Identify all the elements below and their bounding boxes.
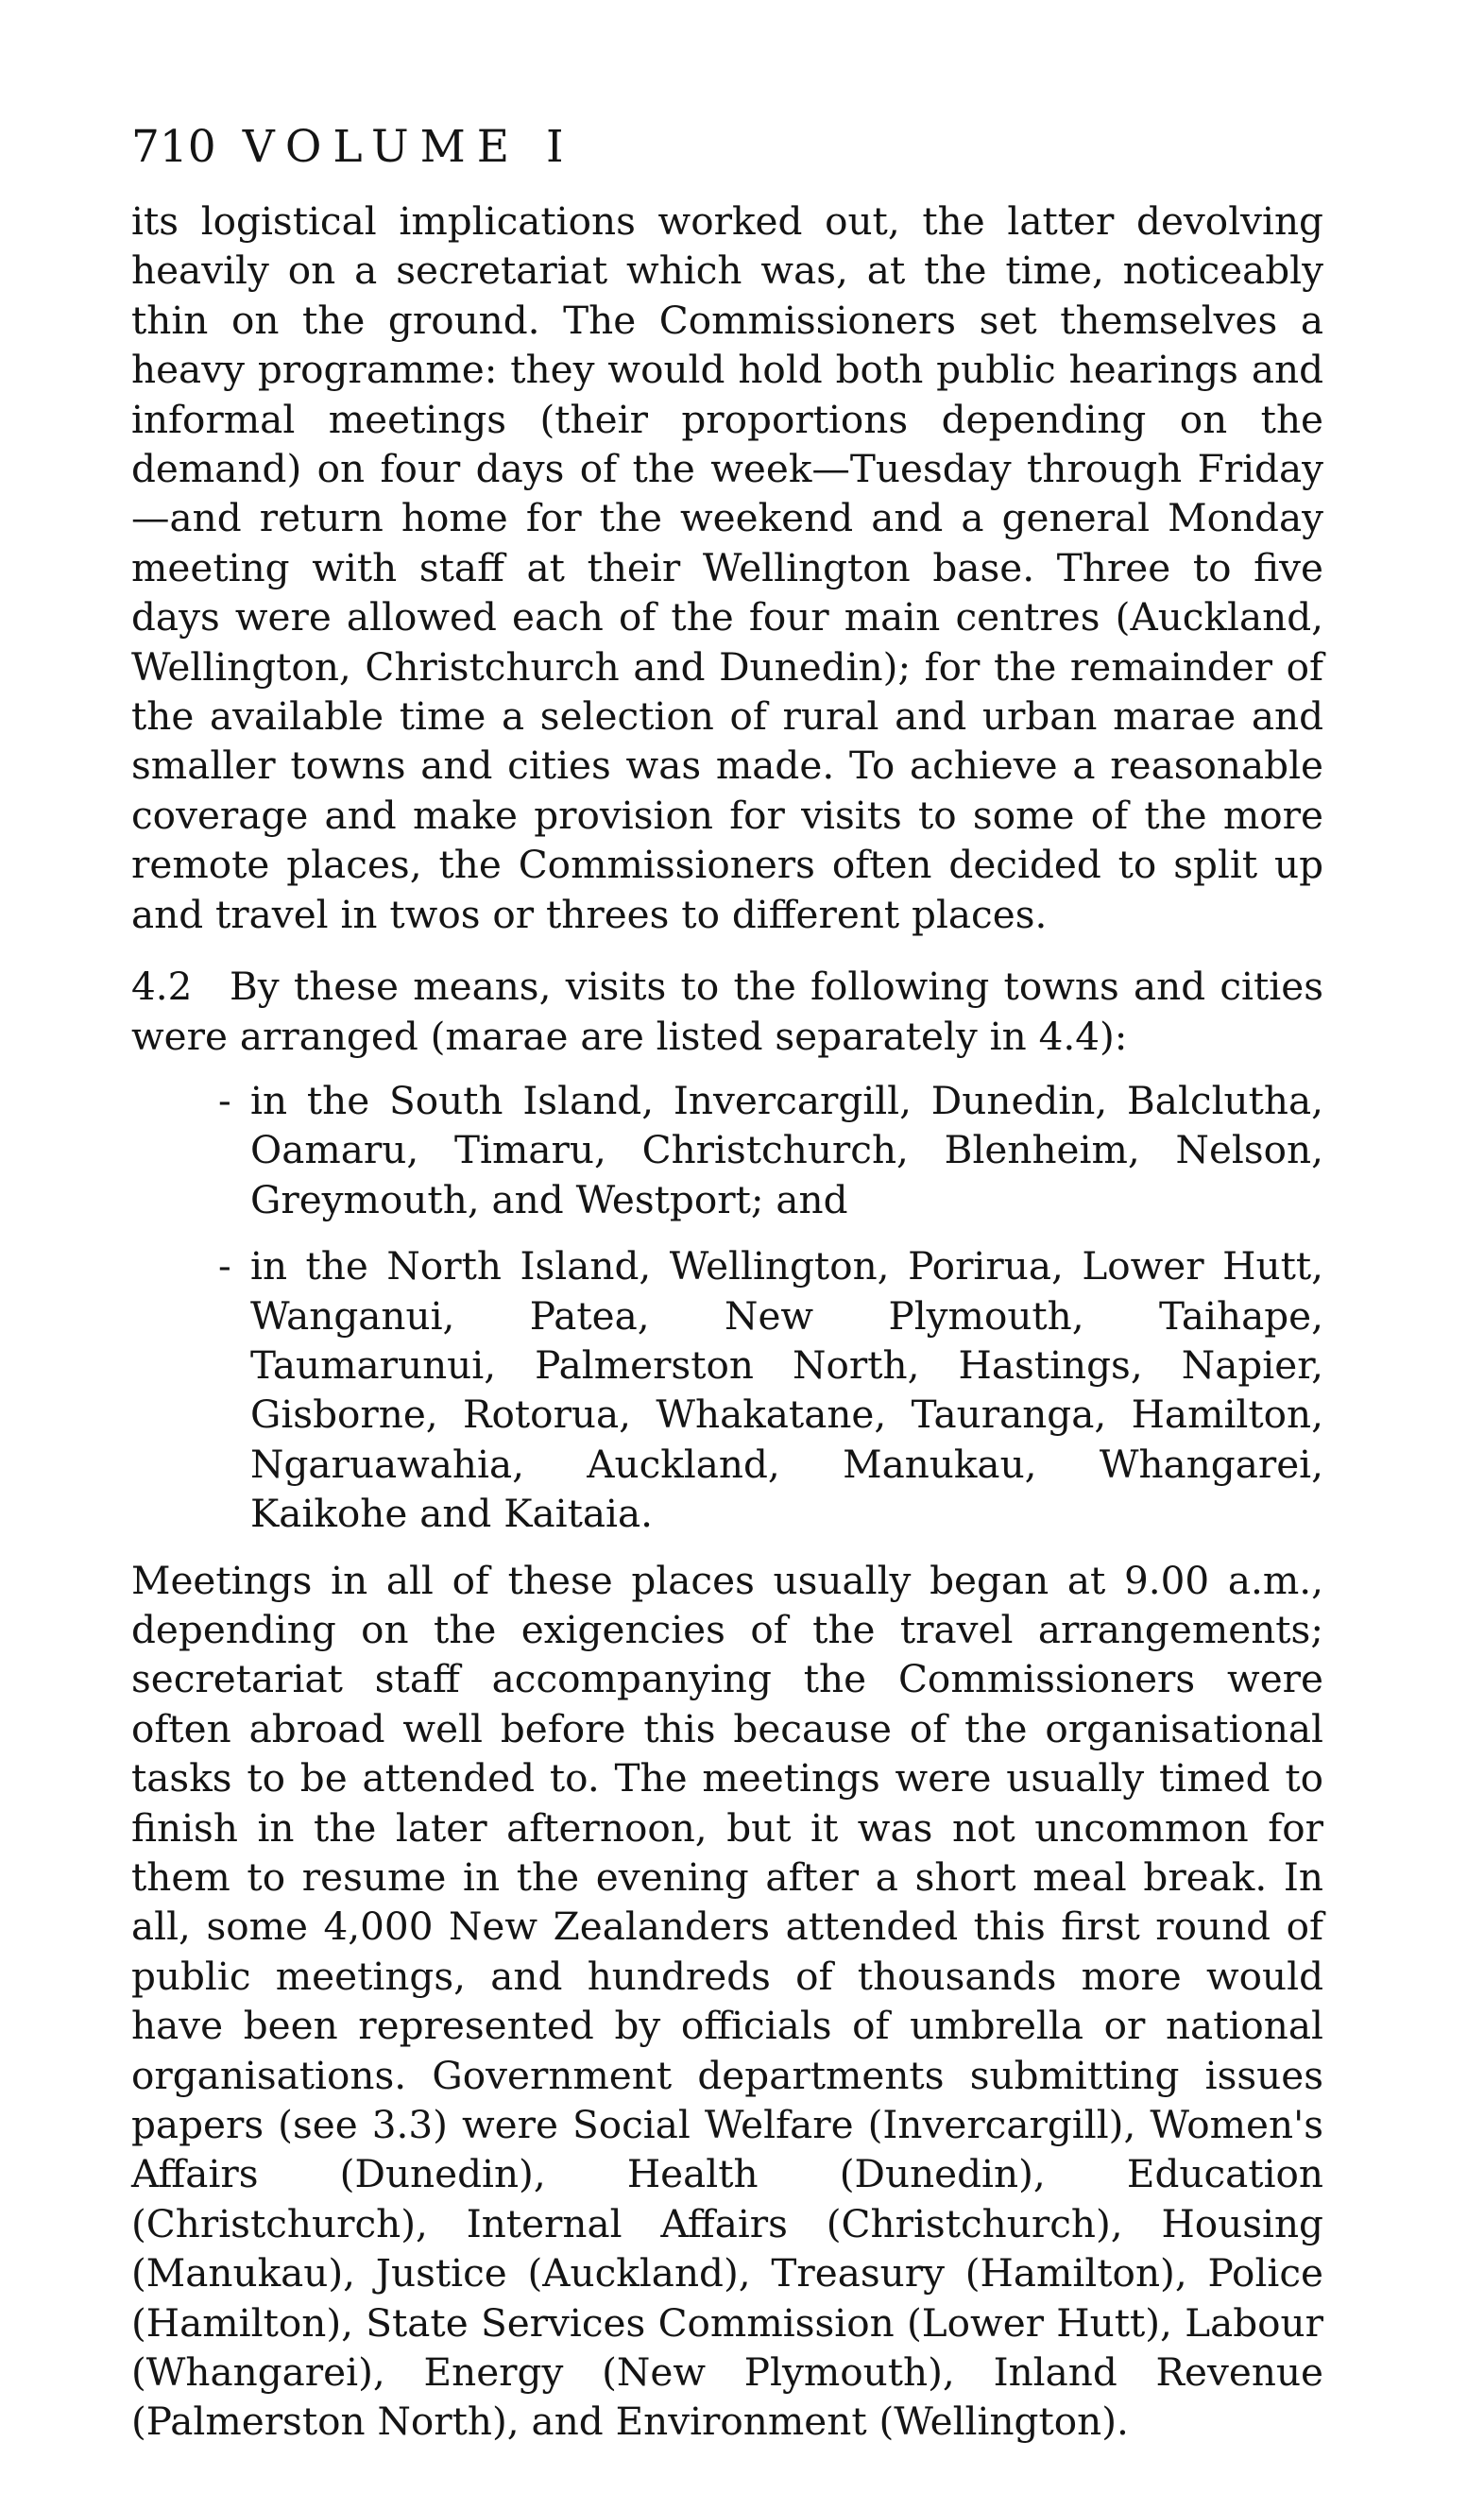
running-header xyxy=(131,121,1323,174)
list-dash: - xyxy=(218,1243,231,1289)
list-item-south-island xyxy=(131,1076,1323,1224)
section-number: 4.2 xyxy=(131,964,193,1010)
volume-label: VOLUME I xyxy=(242,121,575,173)
list-item-text: in the South Island, Invercargill, Dunedin, Balclutha, Oamaru, Timaru, Christchurch, Blenheim, Nelson, Greymouth, and Westport; and xyxy=(250,1077,1323,1222)
towns-list xyxy=(131,1076,1323,1539)
list-item-text: in the North Island, Wellington, Porirua, Lower Hutt, Wanganui, Patea, New Plymouth, Taihape, Taumarunui, Palmerston North, Hastings, Napier, Gisborne, Rotorua, Whakatane, Tauranga, Hamilton, Ngaruawahia, Auckland, Manukau, Whangarei, Kaikohe and Kaitaia. xyxy=(250,1243,1323,1537)
list-dash: - xyxy=(218,1077,231,1123)
paragraph-continuation: its logistical implications worked out, the latter devolving heavily on a secretariat which was, at the time, noticeably thin on the ground. The Commissioners set themselves a heavy programme: they would hold both public hearings and informal meetings (their proportions depending on the demand) on four days of the week—Tuesday through Friday—and return home for the weekend and a general Monday meeting with staff at their Wellington base. Three to five days were allowed each of the four main centres (Auckland, Wellington, Christchurch and Dunedin); for the remainder of the available time a selection of rural and urban marae and smaller towns and cities was made. To achieve a reasonable coverage and make provision for visits to some of the more remote places, the Commissioners often decided to split up and travel in twos or threes to different places. xyxy=(131,198,1323,937)
paragraph-4-2-text: By these means, visits to the following towns and cities were arranged (marae are listed separately in 4.4): xyxy=(131,964,1323,1059)
paragraph-meetings: Meetings in all of these places usually began at 9.00 a.m., depending on the exigencies of the travel arrangements; secretariat staff accompanying the Commissioners were often abroad well before this because of the organisational tasks to be attended to. The meetings were usually timed to finish in the later afternoon, but it was not uncommon for them to resume in the evening after a short meal break. In all, some 4,000 New Zealanders attended this first round of public meetings, and hundreds of thousands more would have been represented by officials of umbrella or national organisations. Government departments submitting issues papers (see 3.3) were Social Welfare (Invercargill), Women's Affairs (Dunedin), Health (Dunedin), Education (Christchurch), Internal Affairs (Christchurch), Housing (Manukau), Justice (Auckland), Treasury (Hamilton), Police (Hamilton), State Services Commission (Lower Hutt), Labour (Whangarei), Energy (New Plymouth), Inland Revenue (Palmerston North), and Environment (Wellington). xyxy=(131,1557,1323,2445)
document-page xyxy=(131,121,1323,2447)
page-number: 710 xyxy=(131,121,216,173)
paragraph-4-2 xyxy=(131,962,1323,1061)
list-item-north-island xyxy=(131,1241,1323,1538)
